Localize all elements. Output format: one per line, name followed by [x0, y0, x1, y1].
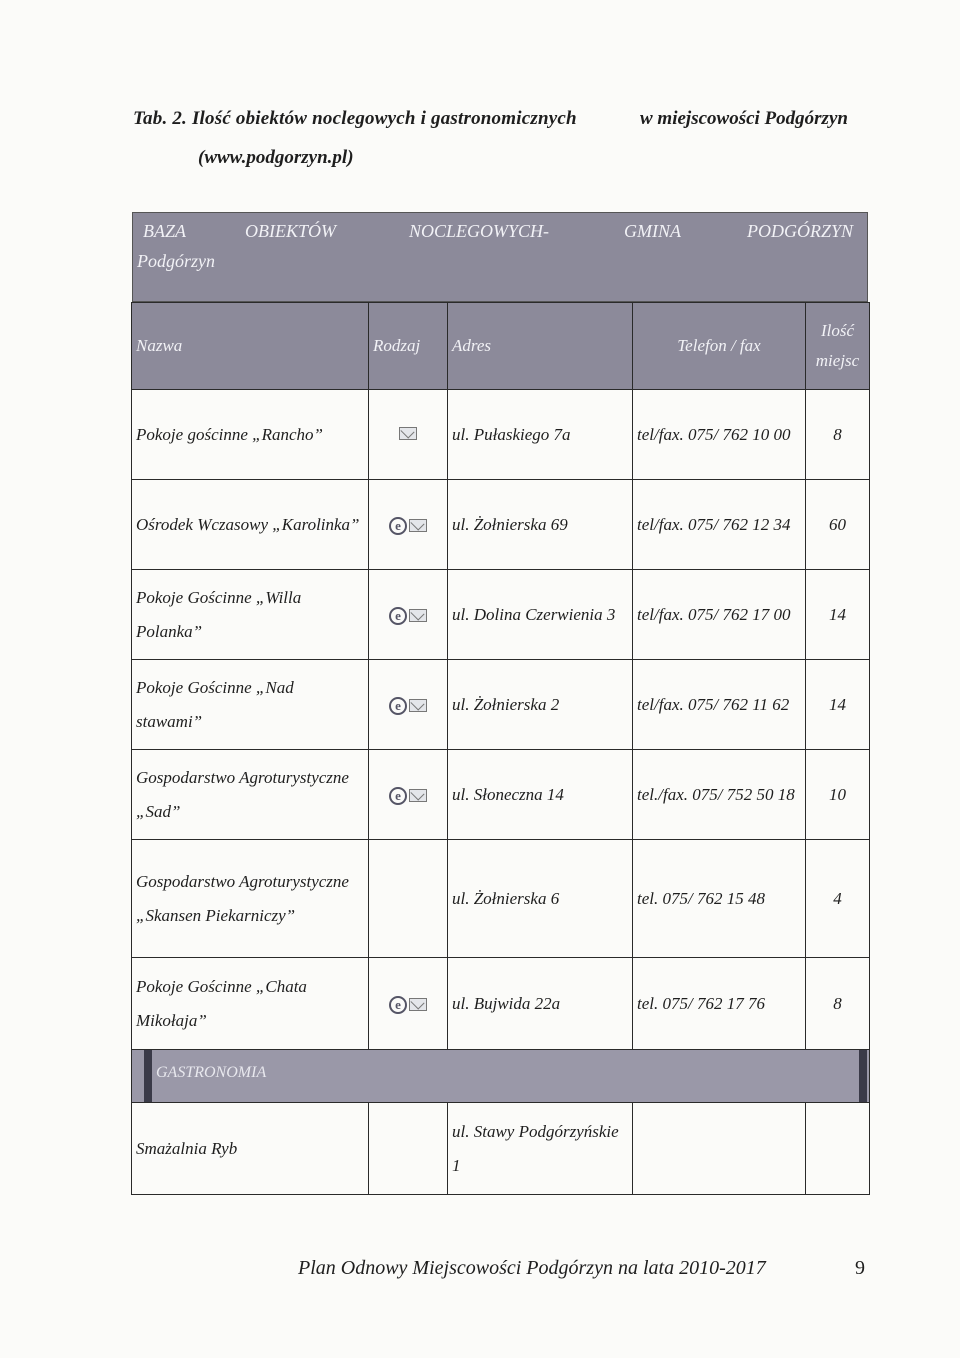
row-name: Pokoje Gościnne „Chata Mikołaja”	[132, 958, 369, 1050]
row-address: ul. Stawy Podgórzyńskie 1	[448, 1103, 633, 1195]
row-name: Gospodarstwo Agroturystyczne „Sad”	[132, 750, 369, 840]
row-type	[369, 840, 448, 958]
row-places: 60	[806, 480, 870, 570]
row-type	[369, 958, 448, 1050]
row-type	[369, 390, 448, 480]
banner-word: PODGÓRZYN	[747, 221, 854, 241]
banner-word: BAZA	[143, 221, 186, 241]
row-address: ul. Dolina Czerwienia 3	[448, 570, 633, 660]
table-source: (www.podgorzyn.pl)	[198, 147, 354, 168]
row-phone: tel. 075/ 762 15 48	[633, 840, 806, 958]
envelope-icon	[409, 998, 427, 1011]
header-name: Nazwa	[132, 303, 369, 390]
internet-icon: e	[389, 517, 407, 535]
row-address: ul. Żołnierska 69	[448, 480, 633, 570]
row-type	[369, 480, 448, 570]
row-name: Pokoje Gościnne „Nad stawami”	[132, 660, 369, 750]
row-address: ul. Bujwida 22a	[448, 958, 633, 1050]
row-places	[806, 1103, 870, 1195]
page-number: 9	[855, 1257, 865, 1279]
row-phone: tel./fax. 075/ 752 50 18	[633, 750, 806, 840]
row-type	[369, 1103, 448, 1195]
table-caption: Tab. 2. Ilość obiektów noclegowych i gastronomicznych	[133, 108, 577, 129]
table-row	[132, 390, 870, 480]
internet-icon: e	[389, 607, 407, 625]
table-row	[132, 660, 870, 750]
banner-word: GMINA	[624, 221, 681, 241]
row-name: Ośrodek Wczasowy „Karolinka”	[132, 480, 369, 570]
table-row	[132, 958, 870, 1050]
gastronomy-header-row	[132, 1050, 870, 1103]
accommodation-table	[131, 302, 870, 1195]
header-type: Rodzaj	[369, 303, 448, 390]
table-row	[132, 480, 870, 570]
table-header-row	[132, 303, 870, 390]
header-address: Adres	[448, 303, 633, 390]
gastronomy-header	[132, 1050, 870, 1103]
row-address: ul. Słoneczna 14	[448, 750, 633, 840]
row-name: Pokoje Gościnne „Willa Polanka”	[132, 570, 369, 660]
banner-subtitle: Podgórzyn	[137, 251, 215, 271]
table-row	[132, 1103, 870, 1195]
row-places: 4	[806, 840, 870, 958]
row-address: ul. Pułaskiego 7a	[448, 390, 633, 480]
table-banner	[132, 212, 868, 302]
table-row	[132, 750, 870, 840]
row-phone	[633, 1103, 806, 1195]
row-phone: tel. 075/ 762 17 76	[633, 958, 806, 1050]
row-places: 14	[806, 570, 870, 660]
banner-word: OBIEKTÓW	[245, 221, 336, 241]
envelope-icon	[409, 519, 427, 532]
envelope-icon	[409, 789, 427, 802]
row-places: 14	[806, 660, 870, 750]
banner-word: NOCLEGOWYCH-	[409, 221, 550, 241]
footer-text: Plan Odnowy Miejscowości Podgórzyn na lata 2010-2017	[298, 1257, 766, 1279]
internet-icon: e	[389, 996, 407, 1014]
row-type	[369, 750, 448, 840]
table-row	[132, 570, 870, 660]
internet-icon: e	[389, 787, 407, 805]
gastronomy-bar-right	[859, 1050, 867, 1102]
internet-icon: e	[389, 697, 407, 715]
row-name: Gospodarstwo Agroturystyczne „Skansen Piekarniczy”	[132, 840, 369, 958]
row-phone: tel/fax. 075/ 762 17 00	[633, 570, 806, 660]
row-name: Pokoje gościnne „Rancho”	[132, 390, 369, 480]
row-places: 8	[806, 390, 870, 480]
envelope-icon	[409, 609, 427, 622]
row-type	[369, 570, 448, 660]
gastronomy-bar-left	[144, 1050, 152, 1102]
gastronomy-label: GASTRONOMIA	[156, 1064, 267, 1081]
row-name: Smażalnia Ryb	[132, 1103, 369, 1195]
row-type	[369, 660, 448, 750]
header-phone: Telefon / fax	[633, 303, 806, 390]
table-caption-location: w miejscowości Podgórzyn	[640, 108, 848, 129]
row-address: ul. Żołnierska 2	[448, 660, 633, 750]
header-places: Ilość miejsc	[806, 303, 870, 390]
envelope-icon	[409, 699, 427, 712]
row-places: 8	[806, 958, 870, 1050]
row-phone: tel/fax. 075/ 762 10 00	[633, 390, 806, 480]
table-row	[132, 840, 870, 958]
row-address: ul. Żołnierska 6	[448, 840, 633, 958]
row-phone: tel/fax. 075/ 762 11 62	[633, 660, 806, 750]
row-places: 10	[806, 750, 870, 840]
row-phone: tel/fax. 075/ 762 12 34	[633, 480, 806, 570]
envelope-icon	[399, 427, 417, 440]
